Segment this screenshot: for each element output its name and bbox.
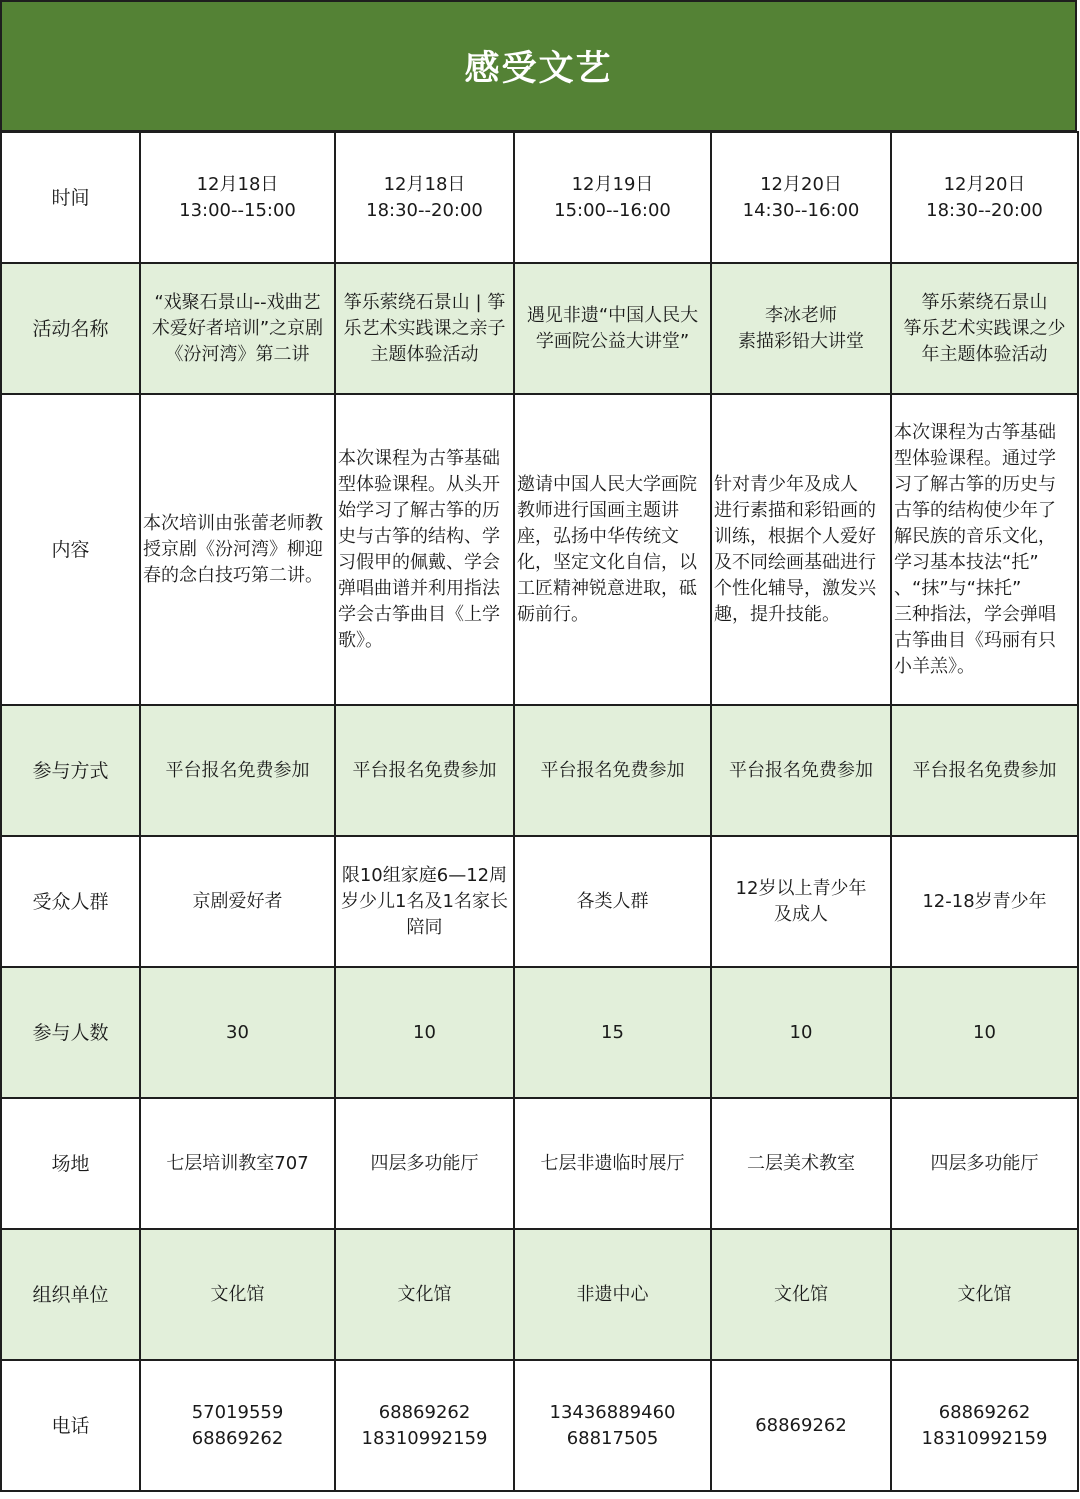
count-cell: 10 bbox=[335, 967, 514, 1098]
organizer-cell: 文化馆 bbox=[140, 1229, 335, 1360]
method-cell: 平台报名免费参加 bbox=[891, 705, 1078, 836]
row-count bbox=[1, 967, 1078, 1098]
method-cell: 平台报名免费参加 bbox=[140, 705, 335, 836]
time-cell: 12月20日 18:30--20:00 bbox=[891, 132, 1078, 263]
audience-cell: 限10组家庭6—12周 岁少儿1名及1名家长 陪同 bbox=[335, 836, 514, 967]
row-content bbox=[1, 394, 1078, 705]
audience-cell: 各类人群 bbox=[514, 836, 711, 967]
row-phone bbox=[1, 1360, 1078, 1491]
time-cell: 12月18日 18:30--20:00 bbox=[335, 132, 514, 263]
row-label: 受众人群 bbox=[1, 836, 140, 967]
activity-cell: 李冰老师 素描彩铅大讲堂 bbox=[711, 263, 891, 394]
organizer-cell: 文化馆 bbox=[711, 1229, 891, 1360]
method-cell: 平台报名免费参加 bbox=[711, 705, 891, 836]
method-cell: 平台报名免费参加 bbox=[335, 705, 514, 836]
row-label: 参与人数 bbox=[1, 967, 140, 1098]
organizer-cell: 文化馆 bbox=[891, 1229, 1078, 1360]
row-label: 场地 bbox=[1, 1098, 140, 1229]
content-cell: 邀请中国人民大学画院 教师进行国画主题讲 座，弘扬中华传统文 化，坚定文化自信，以 工匠精神锐意进取，砥 砺前行。 bbox=[514, 394, 711, 705]
organizer-cell: 非遗中心 bbox=[514, 1229, 711, 1360]
venue-cell: 四层多功能厅 bbox=[891, 1098, 1078, 1229]
venue-cell: 七层非遗临时展厅 bbox=[514, 1098, 711, 1229]
row-label: 内容 bbox=[1, 394, 140, 705]
phone-cell: 68869262 18310992159 bbox=[891, 1360, 1078, 1491]
method-cell: 平台报名免费参加 bbox=[514, 705, 711, 836]
organizer-cell: 文化馆 bbox=[335, 1229, 514, 1360]
content-cell: 针对青少年及成人 进行素描和彩铅画的 训练，根据个人爱好 及不同绘画基础进行 个性化辅导，激发兴 趣，提升技能。 bbox=[711, 394, 891, 705]
venue-cell: 二层美术教室 bbox=[711, 1098, 891, 1229]
row-method bbox=[1, 705, 1078, 836]
audience-cell: 京剧爱好者 bbox=[140, 836, 335, 967]
row-time bbox=[1, 132, 1078, 263]
phone-cell: 13436889460 68817505 bbox=[514, 1360, 711, 1491]
row-venue bbox=[1, 1098, 1078, 1229]
time-cell: 12月19日 15:00--16:00 bbox=[514, 132, 711, 263]
activity-cell: 遇见非遗“中国人民大 学画院公益大讲堂” bbox=[514, 263, 711, 394]
time-cell: 12月20日 14:30--16:00 bbox=[711, 132, 891, 263]
phone-cell: 68869262 18310992159 bbox=[335, 1360, 514, 1491]
time-cell: 12月18日 13:00--15:00 bbox=[140, 132, 335, 263]
title-banner bbox=[0, 0, 1077, 132]
row-label: 时间 bbox=[1, 132, 140, 263]
count-cell: 10 bbox=[891, 967, 1078, 1098]
count-cell: 10 bbox=[711, 967, 891, 1098]
audience-cell: 12-18岁青少年 bbox=[891, 836, 1078, 967]
phone-cell: 57019559 68869262 bbox=[140, 1360, 335, 1491]
schedule-table bbox=[0, 131, 1079, 1492]
audience-cell: 12岁以上青少年 及成人 bbox=[711, 836, 891, 967]
row-audience bbox=[1, 836, 1078, 967]
row-label: 活动名称 bbox=[1, 263, 140, 394]
venue-cell: 七层培训教室707 bbox=[140, 1098, 335, 1229]
phone-cell: 68869262 bbox=[711, 1360, 891, 1491]
row-label: 参与方式 bbox=[1, 705, 140, 836]
activity-cell: 筝乐萦绕石景山 筝乐艺术实践课之少 年主题体验活动 bbox=[891, 263, 1078, 394]
activity-cell: “戏聚石景山--戏曲艺 术爱好者培训”之京剧 《汾河湾》第二讲 bbox=[140, 263, 335, 394]
row-activity bbox=[1, 263, 1078, 394]
content-cell: 本次课程为古筝基础 型体验课程。通过学 习了解古筝的历史与 古筝的结构使少年了 解民族的音乐文化， 学习基本技法“托” 、“抹”与“抹托” 三种指法，学会弹唱 古筝曲目《玛丽有只 小羊羔》。 bbox=[891, 394, 1078, 705]
content-cell: 本次课程为古筝基础 型体验课程。从头开 始学习了解古筝的历 史与古筝的结构、学 习假甲的佩戴、学会 弹唱曲谱并利用指法 学会古筝曲目《上学 歌》。 bbox=[335, 394, 514, 705]
activity-cell: 筝乐萦绕石景山 | 筝 乐艺术实践课之亲子 主题体验活动 bbox=[335, 263, 514, 394]
count-cell: 30 bbox=[140, 967, 335, 1098]
page-title: 感受文艺 bbox=[464, 49, 613, 89]
venue-cell: 四层多功能厅 bbox=[335, 1098, 514, 1229]
row-label: 电话 bbox=[1, 1360, 140, 1491]
content-cell: 本次培训由张蕾老师教 授京剧《汾河湾》柳迎 春的念白技巧第二讲。 bbox=[140, 394, 335, 705]
count-cell: 15 bbox=[514, 967, 711, 1098]
row-label: 组织单位 bbox=[1, 1229, 140, 1360]
row-organizer bbox=[1, 1229, 1078, 1360]
